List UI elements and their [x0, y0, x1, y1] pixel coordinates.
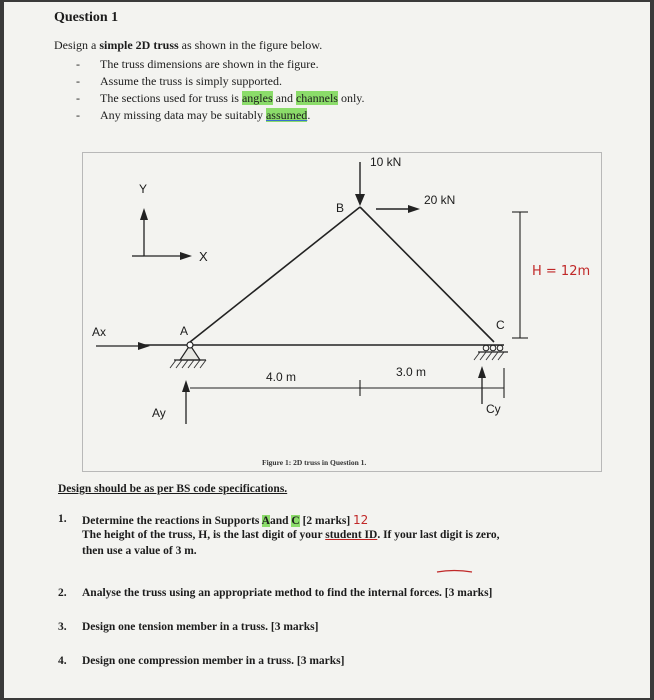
ay-arrow-icon [182, 380, 190, 392]
intro-pre: Design a [54, 38, 100, 52]
q1-line2-pre: The height of the truss, H, is the last digit of your [82, 529, 326, 541]
highlight-support-c: C [291, 515, 300, 527]
spec-heading: Design should be as per BS code specifications. [58, 483, 288, 495]
node-a-label: A [180, 324, 189, 338]
node-b-label: B [336, 201, 345, 215]
highlight-assumed: assumed [265, 108, 308, 122]
q4-text: Design one compression member in a truss. [3 marks] [82, 655, 345, 667]
bullet-dash-4: - [76, 108, 80, 122]
bullet-4-dot: . [307, 108, 311, 122]
load-20kn-arrow-icon [408, 205, 420, 213]
load-10kn-label: 10 kN [370, 155, 402, 169]
ax-arrow-icon [138, 342, 150, 350]
intro-post: as shown in the figure below. [178, 38, 323, 52]
bullet-dash-3: - [76, 91, 80, 105]
q1-line-1 [82, 513, 368, 527]
dimension-lines [190, 212, 528, 398]
q3-number: 3. [58, 621, 67, 633]
axis-x-arrowhead-icon [180, 252, 192, 260]
dimension-right-label: 3.0 m [396, 365, 427, 379]
load-20kn-label: 20 kN [424, 193, 456, 207]
q4-number: 4. [58, 655, 67, 667]
ay-label: Ay [152, 406, 166, 420]
q1-and: and [269, 515, 292, 527]
member-ab [190, 207, 360, 342]
bullet-3-pre: The sections used for truss is [100, 91, 242, 105]
bullet-2: Assume the truss is simply supported. [100, 74, 282, 88]
member-bc [360, 207, 494, 342]
node-c-label: C [496, 318, 505, 332]
handwritten-underline [437, 571, 472, 573]
cy-arrow-icon [478, 366, 486, 378]
axes-icon [132, 214, 186, 256]
figure-caption: Figure 1: 2D truss in Question 1. [262, 458, 367, 467]
bullet-4-pre: Any missing data may be suitably [100, 108, 266, 122]
bullet-3-and: and [272, 91, 296, 105]
axis-y-arrowhead-icon [140, 208, 148, 220]
axis-y-label: Y [139, 182, 148, 196]
pin-support-a-icon [170, 342, 206, 368]
bullet-dash-1: - [76, 57, 80, 71]
bullet-3-only: only. [337, 91, 365, 105]
load-10kn-arrow-icon [355, 194, 365, 206]
q2-text: Analyse the truss using an appropriate method to find the internal forces. [3 marks] [82, 587, 493, 599]
intro-bold: simple 2D truss [99, 38, 179, 52]
highlight-channels: channels [295, 91, 338, 105]
highlight-angles: angles [241, 91, 273, 105]
axis-x-label: X [199, 249, 208, 264]
bullet-1: The truss dimensions are shown in the figure. [100, 57, 319, 71]
ax-label: Ax [92, 325, 107, 339]
bullet-dash-2: - [76, 74, 80, 88]
q1-line2-post: . If your last digit is zero, [377, 529, 500, 541]
q1-line-2 [82, 529, 500, 541]
dimension-left-label: 4.0 m [266, 370, 297, 384]
q1-pre: Determine the reactions in Supports [82, 515, 262, 527]
cy-label: Cy [486, 402, 501, 416]
roller-support-c-icon [474, 345, 508, 360]
q1-number: 1. [58, 513, 67, 525]
q3-text: Design one tension member in a truss. [3 marks] [82, 621, 319, 633]
handwritten-height-note: H = 12m [532, 264, 591, 279]
q1-marks: [2 marks] [299, 515, 351, 527]
question-title: Question 1 [54, 10, 119, 25]
q2-number: 2. [58, 587, 67, 599]
document-page [4, 2, 650, 698]
student-id-underlined: student ID [325, 529, 378, 541]
highlight-support-a: A [261, 515, 270, 527]
handwritten-digit-note: 12 [353, 513, 369, 527]
q1-line-3: then use a value of 3 m. [82, 545, 197, 557]
